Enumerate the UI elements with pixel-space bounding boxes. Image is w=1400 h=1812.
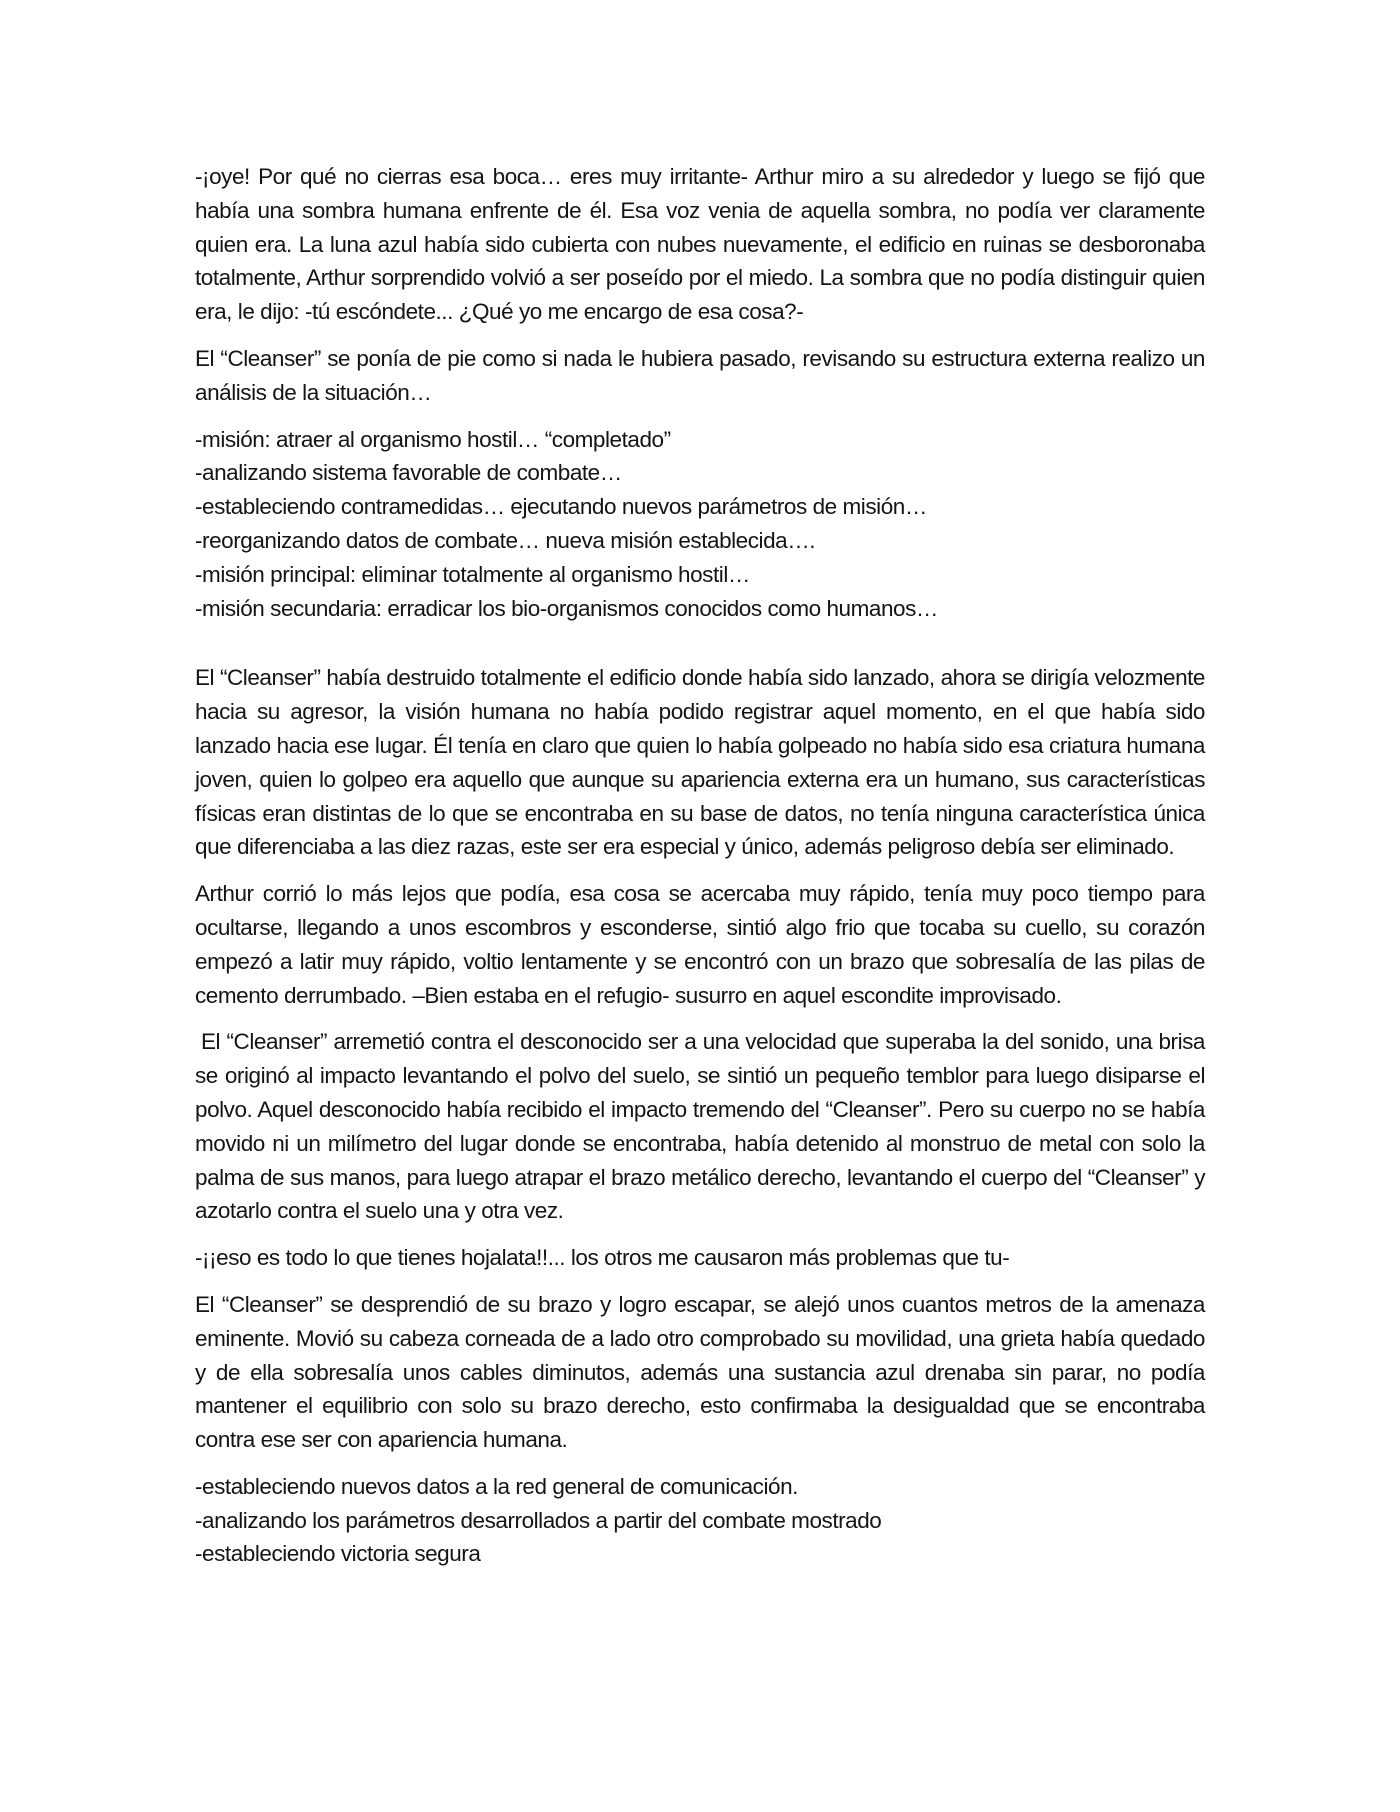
cleanser-final-log bbox=[195, 1470, 1205, 1571]
analysis-line: -reorganizando datos de combate… nueva misión establecida…. bbox=[195, 527, 816, 553]
cleanser-analysis-log bbox=[195, 423, 1205, 626]
final-log-line: -estableciendo nuevos datos a la red general de comunicación. bbox=[195, 1473, 798, 1499]
paragraph-cleanser-pursuit: El “Cleanser” había destruido totalmente el edificio donde había sido lanzado, ahora se dirigía velozmente hacia su agresor, la visión humana no había podido registrar aquel momento, en el que había sido lanzado hacia ese lugar. Él tenía en claro que quien lo había golpeado no había sido esa criatura humana joven, quien lo golpeo era aquello que aunque su apariencia externa era un humano, sus características físicas eran distintas de lo que se encontraba en su base de datos, no tenía ninguna característica única que diferenciaba a las diez razas, este ser era especial y único, además peligroso debía ser eliminado. bbox=[195, 665, 1205, 860]
paragraph-shadow-encounter: -¡oye! Por qué no cierras esa boca… eres muy irritante- Arthur miro a su alrededor y luego se fijó que había una sombra humana enfrente de él. Esa voz venia de aquella sombra, no podía ver claramente quien era. La luna azul había sido cubierta con nubes nuevamente, el edificio en ruinas se desboronaba totalmente, Arthur sorprendido volvió a ser poseído por el miedo. La sombra que no podía distinguir quien era, le dijo: -tú escóndete... ¿Qué yo me encargo de esa cosa?- bbox=[195, 164, 1205, 325]
paragraph-stranger-taunt: -¡¡eso es todo lo que tienes hojalata!!... los otros me causaron más problemas que tu- bbox=[195, 1245, 1010, 1271]
document-page bbox=[195, 160, 1205, 1584]
analysis-line: -estableciendo contramedidas… ejecutando nuevos parámetros de misión… bbox=[195, 494, 927, 520]
analysis-line: -misión principal: eliminar totalmente al organismo hostil… bbox=[195, 561, 750, 587]
analysis-line: -analizando sistema favorable de combate… bbox=[195, 460, 622, 486]
paragraph-cleanser-attack: El “Cleanser” arremetió contra el desconocido ser a una velocidad que superaba la del sonido, una brisa se originó al impacto levantando el polvo del suelo, se sintió un pequeño temblor para luego disiparse el polvo. Aquel desconocido había recibido el impacto tremendo del “Cleanser”. Pero su cuerpo no se había movido ni un milímetro del lugar donde se encontraba, había detenido al monstruo de metal con solo la palma de sus manos, para luego atrapar el brazo metálico derecho, levantando el cuerpo del “Cleanser” y azotarlo contra el suelo una y otra vez. bbox=[195, 1029, 1205, 1224]
paragraph-cleanser-escape: El “Cleanser” se desprendió de su brazo y logro escapar, se alejó unos cuantos metros de la amenaza eminente. Movió su cabeza corneada de a lado otro comprobado su movilidad, una grieta había quedado y de ella sobresalía unos cables diminutos, además una sustancia azul drenaba sin parar, no podía mantener el equilibrio con solo su brazo derecho, esto confirmaba la desigualdad que se encontraba contra ese ser con apariencia humana. bbox=[195, 1291, 1205, 1453]
final-log-line: -analizando los parámetros desarrollados a partir del combate mostrado bbox=[195, 1507, 882, 1533]
analysis-line: -misión secundaria: erradicar los bio-organismos conocidos como humanos… bbox=[195, 595, 938, 621]
final-log-line: -estableciendo victoria segura bbox=[195, 1541, 481, 1567]
paragraph-arthur-hides: Arthur corrió lo más lejos que podía, esa cosa se acercaba muy rápido, tenía muy poco tiempo para ocultarse, llegando a unos escombros y esconderse, sintió algo frio que tocaba su cuello, su corazón empezó a latir muy rápido, voltio lentamente y se encontró con un brazo que sobresalía de las pilas de cemento derrumbado. –Bien estaba en el refugio- susurro en aquel escondite improvisado. bbox=[195, 881, 1205, 1008]
analysis-line: -misión: atraer al organismo hostil… “completado” bbox=[195, 426, 671, 452]
paragraph-cleanser-stands: El “Cleanser” se ponía de pie como si nada le hubiera pasado, revisando su estructura externa realizo un análisis de la situación… bbox=[195, 345, 1205, 405]
